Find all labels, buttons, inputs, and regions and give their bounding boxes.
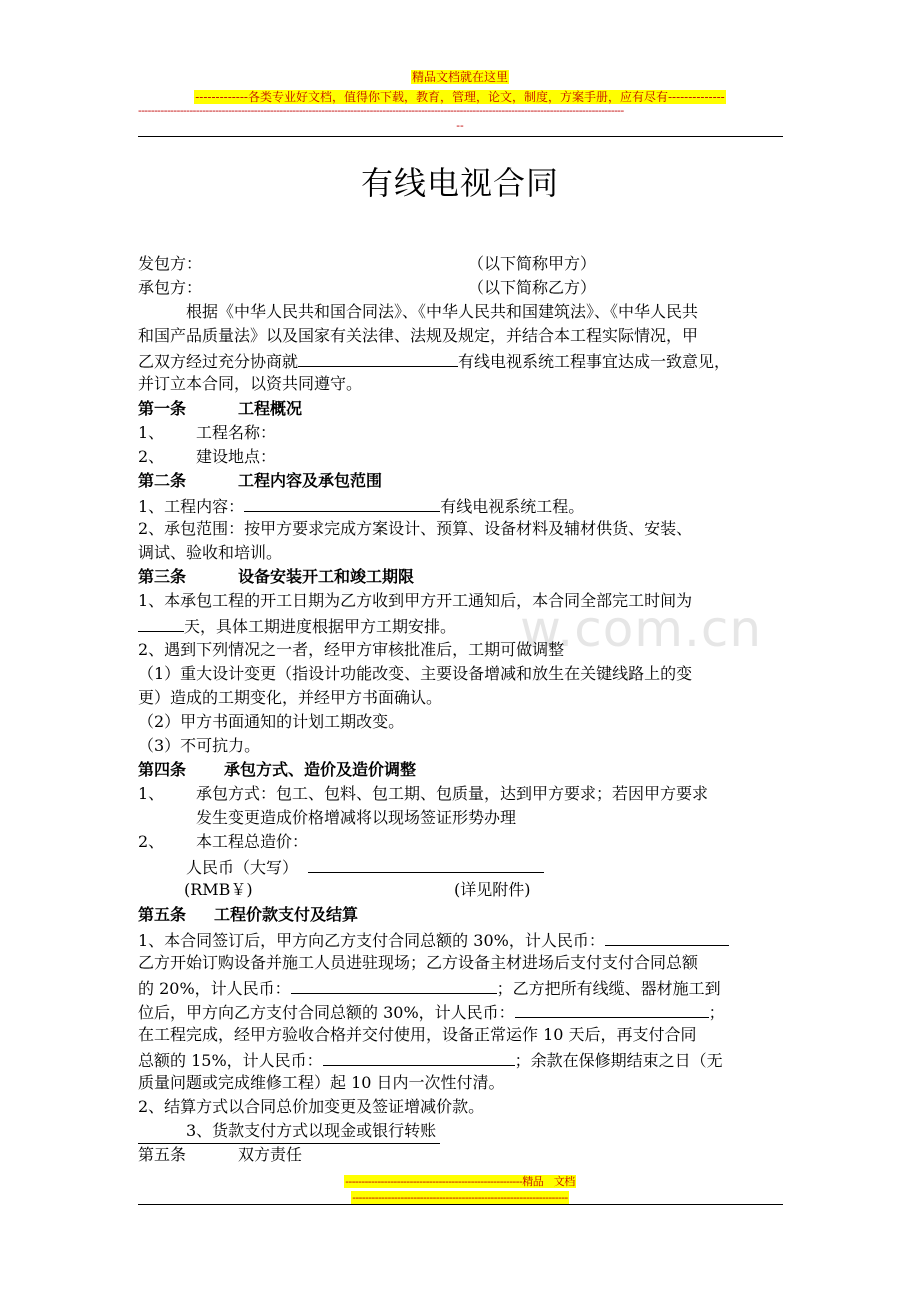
adjust-text: 2、遇到下列情况之一者，经甲方审核批准后，工期可做调整 xyxy=(138,639,565,659)
rmb-upper-group xyxy=(186,854,544,880)
header-top-label: 精品文档就在这里 xyxy=(411,70,508,84)
payment-blank-3 xyxy=(515,999,709,1018)
article-1-item-1 xyxy=(138,421,783,445)
document-title: 有线电视合同 xyxy=(360,164,559,202)
article-5-number: 第五条 xyxy=(138,904,187,924)
party-a-note: （以下简称甲方） xyxy=(468,254,597,273)
article-3-p1b xyxy=(138,613,783,637)
payment-text-7: 质量问题或完成维修工程）起 10 日内一次性付清。 xyxy=(138,1073,505,1093)
article-4-heading xyxy=(138,758,783,782)
article-4-title: 承包方式、造价及造价调整 xyxy=(224,759,417,779)
party-b-note: （以下简称乙方） xyxy=(468,278,597,298)
payment-method-text: 3、货款支付方式以现金或银行转账 xyxy=(138,1119,440,1144)
article-6-title: 双方责任 xyxy=(238,1145,303,1165)
article-3-c1b xyxy=(138,686,783,710)
article-1-number: 第一条 xyxy=(138,398,187,418)
document-body xyxy=(138,252,783,1168)
item-number: 1、 xyxy=(138,422,165,442)
header-dash-tail: -- xyxy=(456,119,464,132)
case-2-text: （2）甲方书面通知的计划工期改变。 xyxy=(138,711,405,731)
payment-text-2: 乙方开始订购设备并施工人员进驻现场；乙方设备主材进场后支付支付合同总额 xyxy=(138,952,699,972)
intro-line-1 xyxy=(138,300,783,324)
case-3-text: （3）不可抗力。 xyxy=(138,735,261,755)
item-number: 2、 xyxy=(138,832,165,852)
article-5-heading xyxy=(138,903,783,927)
article-2-item-2a xyxy=(138,517,783,541)
intro-text-3b: 有线电视系统工程事宜达成一致意见， xyxy=(458,352,731,372)
scope-text-1: 2、承包范围：按甲方要求完成方案设计、预算、设备材料及辅材供货、安装、 xyxy=(138,519,693,539)
footer-line-1: -------------------------------------------------------精品 文档 xyxy=(345,1175,575,1188)
article-2-title: 工程内容及承包范围 xyxy=(238,470,383,490)
intro-text-3a: 乙双方经过充分协商就 xyxy=(138,352,299,372)
article-5-p4 xyxy=(138,999,783,1023)
header-top-label-row xyxy=(0,66,920,85)
payment-text-4b: ； xyxy=(708,1002,725,1022)
article-5-p8 xyxy=(138,1095,783,1119)
contract-mode-text-a: 承包方式：包工、包料、包工期、包质量，达到甲方要求；若因甲方要求 xyxy=(196,784,709,804)
contract-mode-text-b: 发生变更造成价格增减将以现场签证形势办理 xyxy=(196,808,517,828)
rmb-symbol-label: (RMB￥) xyxy=(184,880,253,900)
article-4-number: 第四条 xyxy=(138,759,187,779)
payment-text-3b: ；乙方把所有线缆、器材施工到 xyxy=(496,978,721,998)
header-rule xyxy=(138,136,783,137)
article-5-p9 xyxy=(138,1119,783,1143)
scope-text-2: 调试、验收和培训。 xyxy=(138,543,283,563)
payment-blank-1 xyxy=(605,927,729,946)
case-1-text-a: （1）重大设计变更（指设计功能改变、主要设备增减和放生在关键线路上的变 xyxy=(138,663,693,683)
article-5-p1 xyxy=(138,927,783,951)
article-5-p3 xyxy=(138,975,783,999)
party-b-label: 承包方： xyxy=(138,278,203,298)
total-price-label: 本工程总造价： xyxy=(196,832,309,852)
article-3-title: 设备安装开工和竣工期限 xyxy=(238,567,415,587)
party-b-line xyxy=(138,276,783,300)
article-1-heading xyxy=(138,397,783,421)
see-attachment-note: (详见附件) xyxy=(454,880,531,900)
intro-text-4: 并订立本合同，以资共同遵守。 xyxy=(138,374,363,394)
intro-line-2 xyxy=(138,324,783,348)
article-2-item-2b xyxy=(138,541,783,565)
intro-text-1: 根据《中华人民共和国合同法》、《中华人民共和国建筑法》、《中华人民共 xyxy=(186,302,699,322)
header-tagline: -------------各类专业好文档，值得你下载，教育，管理，论文，制度，方案手册，应有尽有-------------- xyxy=(195,90,725,104)
article-3-c3 xyxy=(138,734,783,758)
site-label: 建设地点： xyxy=(196,446,277,466)
header-tagline-row xyxy=(0,86,920,105)
article-3-c2 xyxy=(138,710,783,734)
payment-text-6a: 总额的 15%，计人民币： xyxy=(138,1051,323,1071)
rmb-upper-label: 人民币（大写） xyxy=(186,858,299,878)
article-5-p2 xyxy=(138,951,783,975)
header-dash-row: ------------------------------------------------------------------------------------------------------------------------------------------------------- xyxy=(138,104,624,117)
payment-text-6b: ；余款在保修期结束之日（无 xyxy=(514,1051,723,1071)
article-1-item-2 xyxy=(138,445,783,469)
party-a-label: 发包方： xyxy=(138,254,203,273)
article-4-item-1b xyxy=(138,806,783,830)
article-5-p6 xyxy=(138,1047,783,1071)
article-4-item-1a xyxy=(138,782,783,806)
intro-line-4 xyxy=(138,372,783,396)
payment-text-5: 在工程完成，经甲方验收合格并交付使用，设备正常运作 10 天后，再支付合同 xyxy=(138,1025,697,1044)
article-3-p2 xyxy=(138,638,783,662)
work-content-label: 1、工程内容： xyxy=(138,496,245,516)
footer-line-2: ------------------------------------------------------------------- xyxy=(352,1191,568,1204)
article-6-number: 第五条 xyxy=(138,1145,187,1165)
article-5-p5 xyxy=(138,1023,783,1047)
article-3-p1a xyxy=(138,589,783,613)
article-5-title: 工程价款支付及结算 xyxy=(214,904,359,924)
article-3-c1a xyxy=(138,662,783,686)
article-4-item-2 xyxy=(138,830,783,854)
rmb-symbol-line xyxy=(138,878,783,902)
settlement-text: 2、结算方式以合同总价加变更及签证增减价款。 xyxy=(138,1097,485,1117)
payment-text-4a: 位后，甲方向乙方支付合同总额的 30%，计人民币： xyxy=(138,1002,515,1022)
article-2-heading xyxy=(138,469,783,493)
schedule-text-2: 天，具体工期进度根据甲方工期安排。 xyxy=(184,617,457,637)
article-2-number: 第二条 xyxy=(138,470,187,490)
intro-line-3 xyxy=(138,348,783,372)
work-content-suffix: 有线电视系统工程。 xyxy=(440,496,585,516)
article-3-heading xyxy=(138,565,783,589)
watermark: w.com.cn xyxy=(520,600,763,658)
project-name-label: 工程名称： xyxy=(196,422,277,442)
payment-text-1: 1、本合同签订后，甲方向乙方支付合同总额的 30%，计人民币： xyxy=(138,930,605,950)
article-5-p7 xyxy=(138,1071,783,1095)
project-blank xyxy=(298,348,458,367)
intro-text-2: 和国产品质量法》以及国家有关法律、法规及规定，并结合本工程实际情况，甲 xyxy=(138,326,699,346)
schedule-text-1: 1、本承包工程的开工日期为乙方收到甲方开工通知后，本合同全部完工时间为 xyxy=(138,591,693,611)
work-content-blank xyxy=(244,493,440,512)
article-6-heading xyxy=(138,1143,783,1167)
payment-blank-2 xyxy=(291,975,497,994)
footer-line-2-row xyxy=(0,1186,920,1206)
item-number: 2、 xyxy=(138,446,165,466)
rmb-upper-line xyxy=(138,854,783,878)
rmb-upper-blank xyxy=(308,854,544,873)
payment-text-3a: 的 20%，计人民币： xyxy=(138,978,291,998)
case-1-text-b: 更）造成的工期变化，并经甲方书面确认。 xyxy=(138,687,443,707)
article-2-item-1 xyxy=(138,493,783,517)
footer-rule xyxy=(138,1204,783,1205)
days-blank xyxy=(138,613,184,632)
article-3-number: 第三条 xyxy=(138,567,187,587)
payment-blank-4 xyxy=(323,1047,515,1066)
party-a-line xyxy=(138,252,783,276)
item-number: 1、 xyxy=(138,784,165,804)
article-1-title: 工程概况 xyxy=(238,398,303,418)
